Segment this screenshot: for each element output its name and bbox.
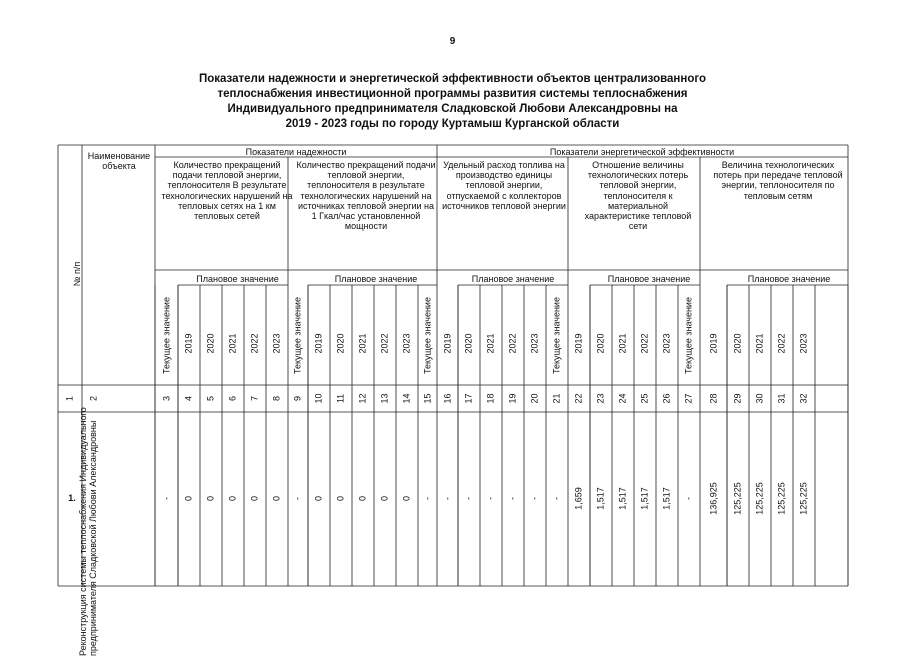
year-label: 2023	[401, 333, 412, 354]
column-number: 22	[573, 393, 584, 404]
year-label: 2023	[271, 333, 282, 354]
table-cell-value: 0	[183, 496, 194, 502]
column-number: 10	[313, 393, 324, 404]
column-number: 23	[595, 393, 606, 404]
table-cell-value: -	[507, 497, 518, 500]
year-label: 2019	[573, 333, 584, 354]
table-cell-value: 125,225	[732, 482, 743, 515]
table-cell-value: 1,517	[595, 487, 606, 510]
planned-label: Плановое значение	[747, 274, 831, 284]
year-label: 2022	[249, 333, 260, 354]
column-number: 12	[357, 393, 368, 404]
column-number: 11	[335, 393, 346, 404]
subgroup-header: Величина технологических потерь при передаче тепловой энергии, теплоносителя по тепловым сетям	[713, 160, 843, 201]
table-cell-value: -	[161, 497, 171, 500]
subgroup-header: Удельный расход топлива на производство единицы тепловой энергии, отпускаемой с коллекторов источников тепловой энергии	[442, 160, 566, 211]
table-cell-value: -	[442, 497, 452, 500]
column-number: 27	[683, 393, 694, 404]
column-number: 17	[463, 393, 474, 404]
column-number: 3	[161, 396, 171, 402]
table-cell-value: -	[292, 497, 303, 500]
table-cell-value: 0	[249, 496, 260, 502]
title-line: Показатели надежности и энергетической эффективности объектов централизованного	[198, 73, 707, 85]
year-label: 2019	[183, 333, 194, 354]
column-number: 30	[754, 393, 765, 404]
table-cell-value: 0	[227, 496, 238, 502]
table-cell-value: 1,517	[661, 487, 672, 510]
current-value-label: Текущее значение	[551, 297, 562, 374]
current-value-label: Текущее значение	[161, 297, 171, 374]
table-cell-value: 0	[205, 496, 216, 502]
col-name-header: Наименование объекта	[87, 151, 151, 172]
column-number: 20	[529, 393, 540, 404]
column-number: 1	[64, 396, 75, 402]
subgroup-header: Количество прекращений подачи тепловой энергии, теплоносителя в результате технологических нарушений на источниках тепловой энергии на 1 Гкал/час установленной мощности	[296, 160, 436, 232]
current-value-label: Текущее значение	[292, 297, 303, 374]
table-cell-value: 125,225	[776, 482, 787, 515]
year-label: 2019	[442, 333, 452, 354]
year-label: 2021	[485, 333, 496, 354]
table-cell-value: 136,925	[708, 482, 718, 515]
object-name	[78, 396, 142, 656]
column-number: 29	[732, 393, 743, 404]
year-label: 2021	[617, 333, 628, 354]
column-number: 24	[617, 393, 628, 404]
table-cell-value: 0	[271, 496, 282, 502]
year-label: 2020	[732, 333, 743, 354]
year-label: 2020	[205, 333, 216, 354]
column-number: 4	[183, 396, 194, 402]
planned-label: Плановое значение	[607, 274, 691, 284]
group-efficiency-header: Показатели энергетической эффективности	[549, 147, 735, 157]
column-number: 8	[271, 396, 282, 402]
title-line: Индивидуального предпринимателя Сладковской Любови Александровны на	[227, 103, 678, 115]
column-number: 6	[227, 396, 238, 402]
column-number: 9	[292, 396, 303, 402]
column-number: 19	[507, 393, 518, 404]
year-label: 2020	[335, 333, 346, 354]
table-cell-value: -	[529, 497, 540, 500]
title-line: 2019 - 2023 годы по городу Куртамыш Курганской области	[285, 118, 620, 130]
year-label: 2021	[754, 333, 765, 354]
year-label: 2021	[357, 333, 368, 354]
table-cell-value: -	[463, 497, 474, 500]
object-name-text: Реконструкция системы теплоснабжения Индивидуального предпринимателя Сладковской Любови Александровны	[78, 407, 99, 656]
table-cell-value: 1,659	[573, 487, 584, 510]
year-label: 2023	[798, 333, 809, 354]
year-label: 2019	[708, 333, 718, 354]
year-label: 2023	[661, 333, 672, 354]
table-cell-value: 1,517	[639, 487, 650, 510]
column-number: 28	[708, 393, 718, 404]
column-number: 13	[379, 393, 390, 404]
column-number: 15	[422, 393, 432, 404]
table-cell-value: -	[422, 497, 432, 500]
group-reliability-header: Показатели надежности	[245, 147, 347, 157]
column-number: 32	[798, 393, 809, 404]
year-label: 2022	[507, 333, 518, 354]
table-cell-value: 125,225	[754, 482, 765, 515]
column-number: 14	[401, 393, 412, 404]
column-number: 31	[776, 393, 787, 404]
title-line: теплоснабжения инвестиционной программы развития системы теплоснабжения	[217, 88, 688, 100]
table-cell-value: -	[683, 497, 694, 500]
year-label: 2022	[776, 333, 787, 354]
column-number: 7	[249, 396, 260, 402]
table-cell-value: 0	[335, 496, 346, 502]
subgroup-header: Количество прекращений подачи тепловой энергии, теплоносителя В результате технологических нарушений на тепловых сетях на 1 км тепловых сетей	[161, 160, 293, 222]
year-label: 2021	[227, 333, 238, 354]
year-label: 2020	[595, 333, 606, 354]
year-label: 2023	[529, 333, 540, 354]
table-cell-value: -	[485, 497, 496, 500]
column-number: 26	[661, 393, 672, 404]
table-cell-value: 0	[313, 496, 324, 502]
table-cell-value: 125,225	[798, 482, 809, 515]
column-number: 16	[442, 393, 452, 404]
column-number: 21	[551, 393, 562, 404]
current-value-label: Текущее значение	[683, 297, 694, 374]
table-cell-value: 0	[379, 496, 390, 502]
year-label: 2020	[463, 333, 474, 354]
table-cell-value: -	[551, 497, 562, 500]
column-number: 18	[485, 393, 496, 404]
page-number: 9	[449, 36, 456, 47]
year-label: 2022	[639, 333, 650, 354]
subgroup-header: Отношение величины технологических потерь тепловой энергии, теплоносителя к материальной характеристике тепловой сети	[584, 160, 692, 232]
table-cell-value: 0	[357, 496, 368, 502]
column-number: 2	[88, 396, 99, 402]
table-cell-value: 1,517	[617, 487, 628, 510]
year-label: 2019	[313, 333, 324, 354]
planned-label: Плановое значение	[334, 274, 418, 284]
current-value-label: Текущее значение	[422, 297, 432, 374]
row-number: 1.	[68, 493, 76, 503]
year-label: 2022	[379, 333, 390, 354]
table-cell-value: 0	[401, 496, 412, 502]
col-num-header: № п/п	[72, 261, 82, 287]
column-number: 5	[205, 396, 216, 402]
column-number: 25	[639, 393, 650, 404]
planned-label: Плановое значение	[196, 274, 279, 284]
planned-label: Плановое значение	[471, 274, 555, 284]
